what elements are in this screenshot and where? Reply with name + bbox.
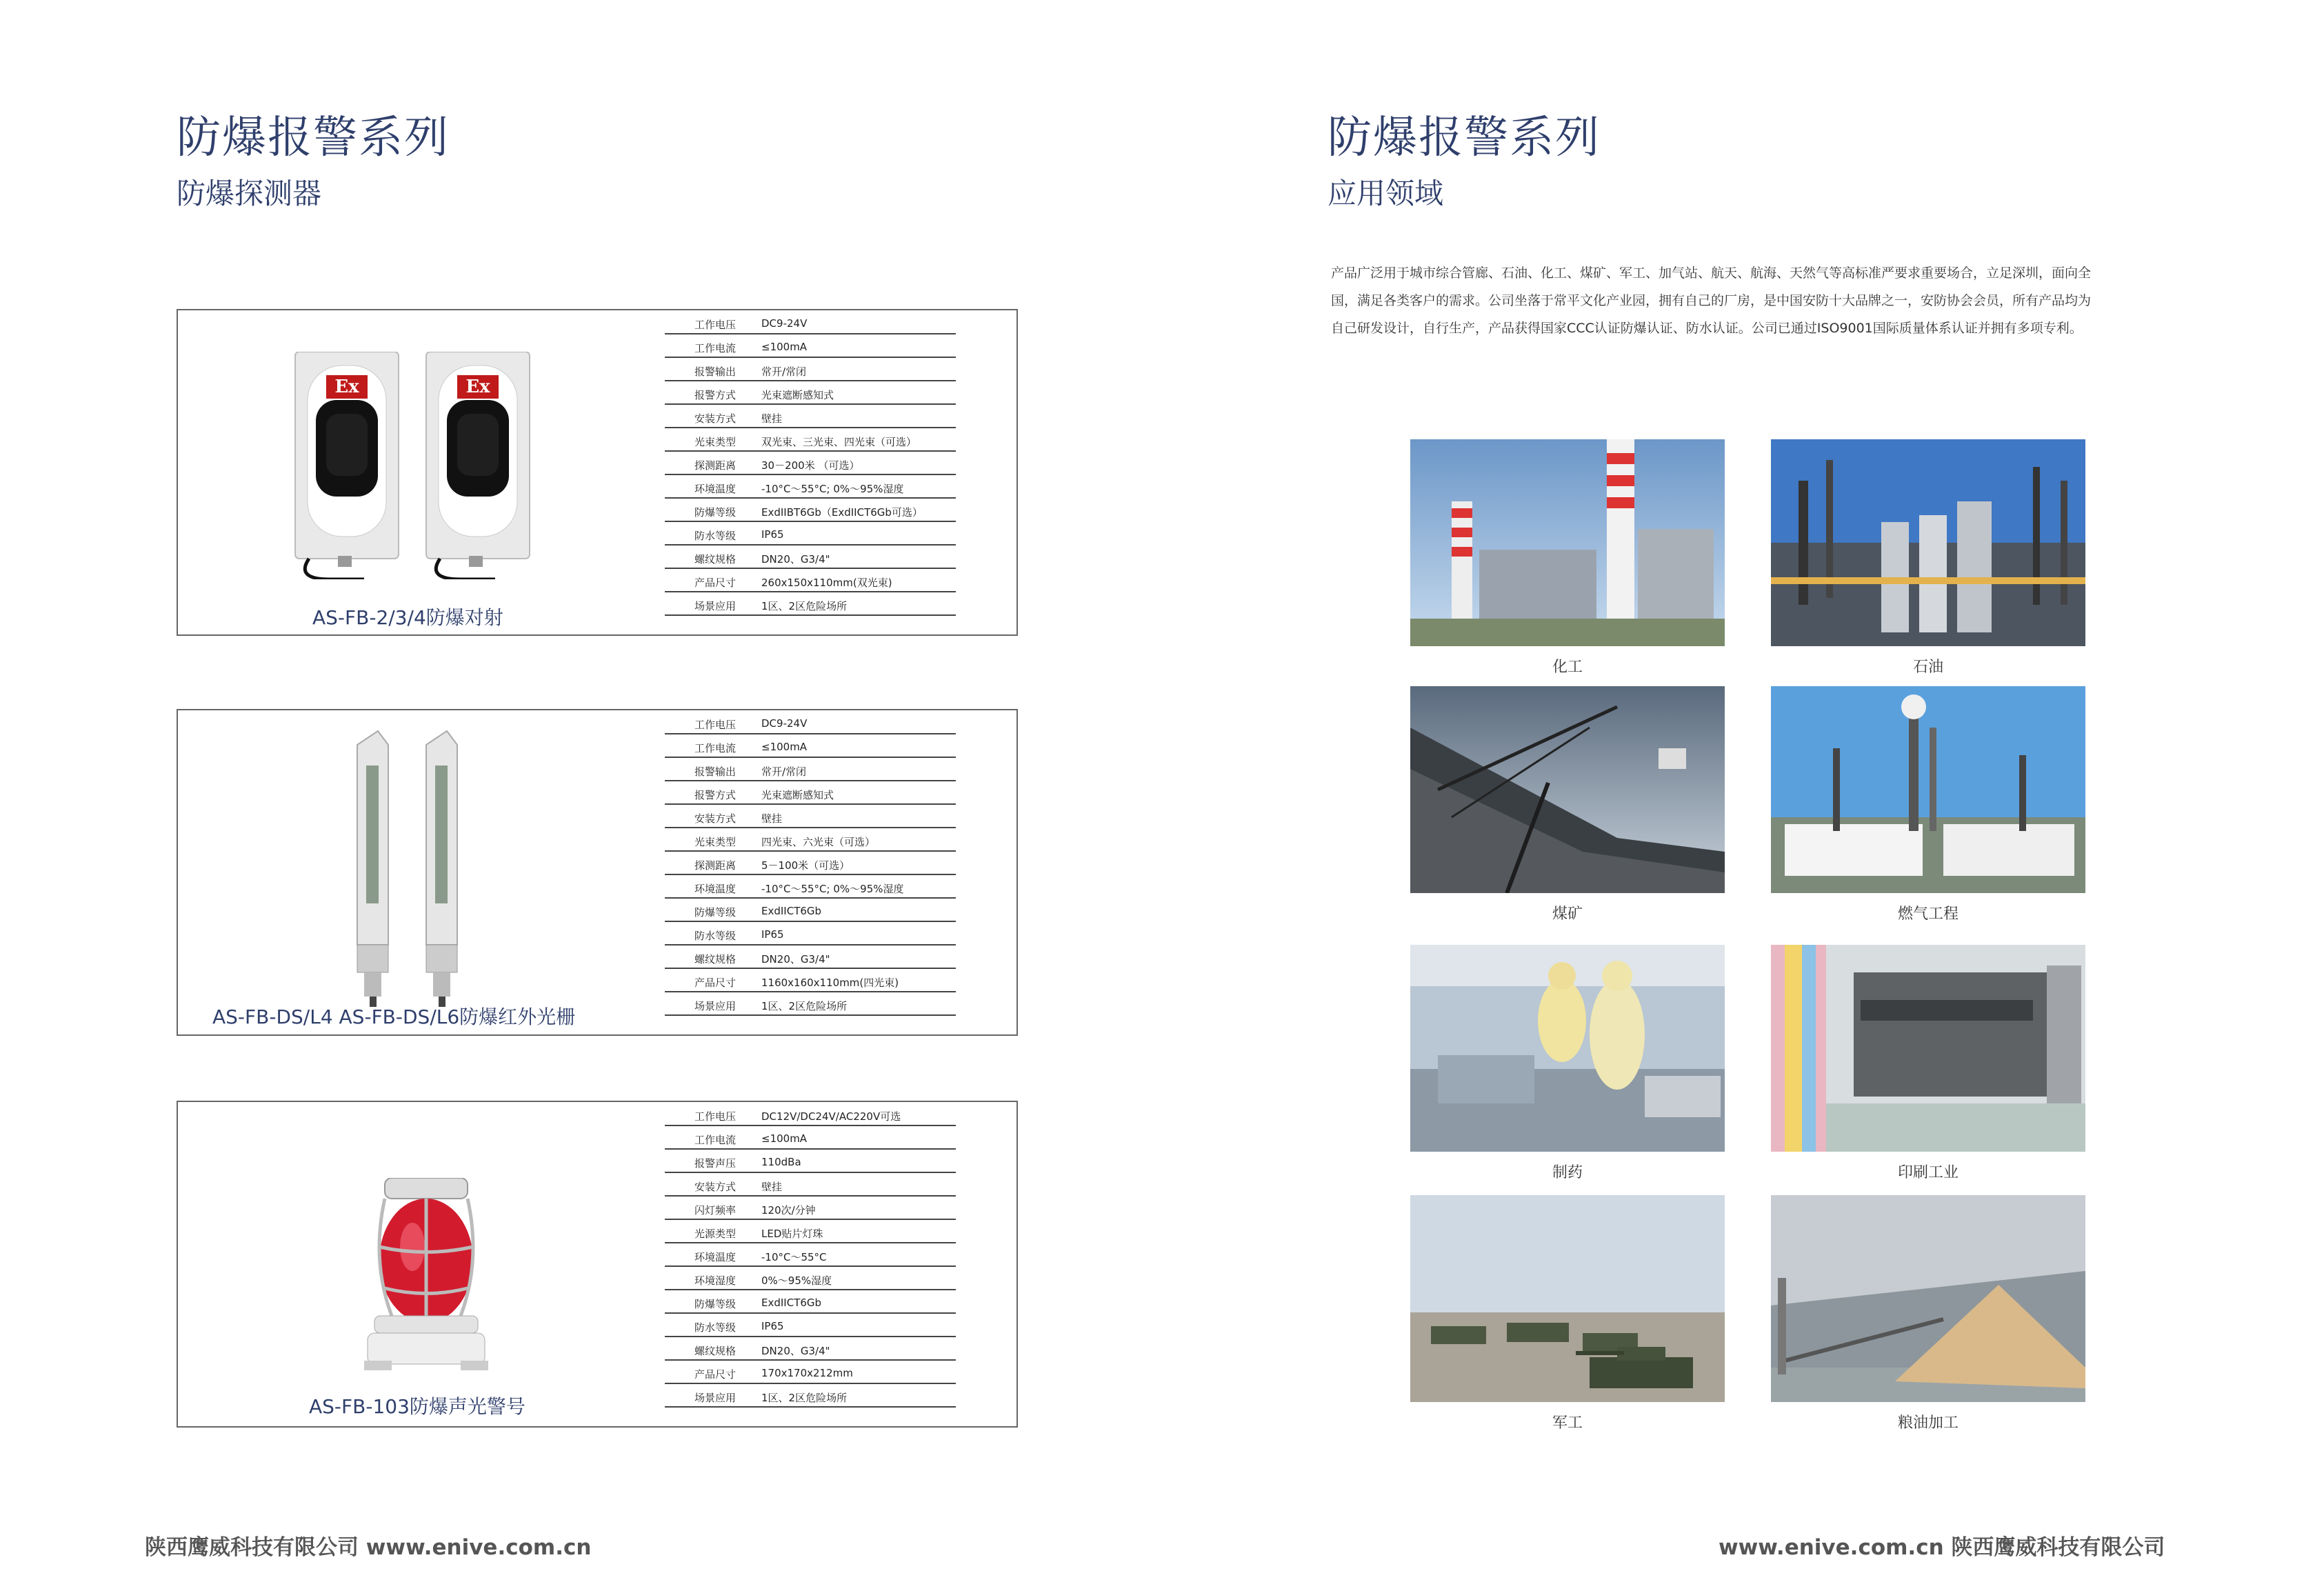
spec-value: 双光束、三光束、四光束（可选） [761, 436, 917, 448]
spec-row [665, 428, 956, 452]
spec-value: 壁挂 [761, 812, 783, 825]
spec-key: 工作电压 [694, 719, 737, 731]
spec-value: 30－200米 （可选） [761, 459, 860, 472]
product-card-siren [177, 1101, 1018, 1428]
spec-key: 螺纹规格 [694, 553, 737, 566]
spec-key: 报警方式 [694, 389, 737, 401]
spec-value: 常开/常闭 [761, 366, 807, 378]
label-printing-industry: 印刷工业 [1897, 1164, 1959, 1181]
spec-value: 120次/分钟 [761, 1204, 816, 1217]
spec-key: 防水等级 [694, 530, 737, 542]
spec-key: 报警方式 [694, 789, 737, 801]
spec-key: 螺纹规格 [694, 953, 737, 965]
spec-value: DN20、G3/4" [761, 1345, 830, 1357]
spec-row [665, 1196, 956, 1220]
spec-row [665, 851, 956, 875]
spec-key: 工作电压 [694, 1110, 737, 1123]
ex-badge-2: Ex [465, 377, 490, 397]
spec-row [665, 1149, 956, 1173]
spec-key: 防爆等级 [694, 1298, 737, 1310]
spec-value: DC9-24V [761, 317, 808, 330]
spec-key: 安装方式 [694, 812, 737, 825]
spec-key: 安装方式 [694, 412, 737, 425]
spec-row [665, 592, 956, 616]
spec-value: 1160x160x110mm(四光束) [761, 977, 899, 989]
spec-value: DN20、G3/4" [761, 953, 830, 965]
spec-row [665, 1290, 956, 1314]
spec-key: 工作电流 [694, 742, 737, 754]
spec-row [665, 357, 956, 381]
product-caption: AS-FB-103防爆声光警号 [309, 1395, 525, 1418]
product-caption: AS-FB-2/3/4防爆对射 [312, 606, 503, 629]
photo-chemical [1410, 439, 1725, 646]
spec-value: 110dBa [761, 1156, 801, 1168]
spec-key: 环境温度 [694, 483, 737, 495]
left-footer: 陕西鹰威科技有限公司 www.enive.com.cn [145, 1535, 592, 1560]
spec-row [665, 945, 956, 969]
label-coal-mine: 煤矿 [1552, 905, 1583, 923]
spec-value: ExdIIBT6Gb（ExdIICT6Gb可选） [761, 506, 923, 519]
spec-row [665, 474, 956, 499]
product-card-beam-detector [177, 309, 1018, 636]
photo-military [1410, 1195, 1725, 1402]
spec-key: 防水等级 [694, 930, 737, 942]
spec-row [665, 898, 956, 922]
spec-row [665, 498, 956, 522]
left-page-subtitle: 防爆探测器 [177, 177, 322, 210]
spec-value: 1区、2区危险场所 [761, 600, 848, 612]
photo-printing-industry [1771, 945, 2085, 1152]
spec-value: 1区、2区危险场所 [761, 1000, 848, 1012]
spec-row [665, 781, 956, 805]
spec-value: IP65 [761, 528, 784, 541]
spec-value: 260x150x110mm(双光束) [761, 577, 892, 589]
intro-line-2: 国，满足各类客户的需求。公司坐落于常平文化产业园，拥有自己的厂房，是中国安防十大品牌之一，安防协会会员，所有产品均为 [1331, 293, 2092, 308]
spec-value: DC9-24V [761, 717, 808, 730]
photo-coal-mine [1410, 686, 1725, 893]
spec-key: 产品尺寸 [694, 1368, 737, 1381]
spec-value: DN20、G3/4" [761, 553, 830, 566]
spec-key: 螺纹规格 [694, 1345, 737, 1357]
spec-value: 常开/常闭 [761, 766, 807, 778]
photo-grain-oil-processing [1771, 1195, 2085, 1402]
spec-value: 四光束、六光束（可选） [761, 836, 876, 848]
spec-row [665, 381, 956, 405]
label-chemical: 化工 [1552, 659, 1583, 676]
spec-key: 光束类型 [694, 436, 737, 448]
siren-illustration [364, 1178, 488, 1378]
left-page-title: 防爆报警系列 [177, 112, 450, 163]
spec-row [665, 710, 956, 734]
spec-value: LED贴片灯珠 [761, 1228, 823, 1240]
product-card-infrared-grating [177, 709, 1018, 1036]
spec-row [665, 521, 956, 546]
label-grain-oil-processing: 粮油加工 [1897, 1414, 1959, 1432]
spec-key: 防水等级 [694, 1321, 737, 1334]
spec-key: 工作电压 [694, 319, 737, 331]
spec-key: 报警声压 [694, 1157, 737, 1170]
spec-row [665, 734, 956, 758]
spec-key: 光源类型 [694, 1228, 737, 1240]
spec-row [665, 1243, 956, 1267]
spec-key: 报警输出 [694, 766, 737, 778]
spec-value: 170x170x212mm [761, 1367, 853, 1379]
spec-value: 0%～95%湿度 [761, 1274, 832, 1287]
spec-key: 探测距离 [694, 859, 737, 872]
spec-value: ExdIICT6Gb [761, 1297, 822, 1309]
spec-key: 探测距离 [694, 459, 737, 472]
spec-value: ≤100mA [761, 1132, 808, 1145]
spec-key: 安装方式 [694, 1181, 737, 1193]
spec-key: 工作电流 [694, 342, 737, 354]
spec-row [665, 568, 956, 592]
spec-value: 光束遮断感知式 [761, 389, 834, 401]
spec-key: 场景应用 [694, 600, 737, 612]
label-military: 军工 [1552, 1414, 1583, 1432]
spec-row [665, 1125, 956, 1150]
spec-row [665, 1313, 956, 1337]
spec-value: ExdIICT6Gb [761, 905, 822, 917]
spec-key: 防爆等级 [694, 906, 737, 919]
intro-paragraph [1331, 259, 2324, 342]
spec-value: 壁挂 [761, 412, 783, 425]
intro-line-3: 自己研发设计，自行生产，产品获得国家CCC认证防爆认证、防水认证。公司已通过ISO9001国际质量体系认证并拥有多项专利。 [1331, 321, 2083, 336]
right-page-subtitle: 应用领域 [1328, 177, 1444, 210]
spec-key: 环境湿度 [694, 1274, 737, 1287]
spec-key: 防爆等级 [694, 506, 737, 519]
spec-row [665, 451, 956, 475]
spec-key: 闪灯频率 [694, 1204, 737, 1217]
spec-value: -10°C～55°C; 0%～95%湿度 [761, 483, 904, 495]
spec-row [665, 1219, 956, 1243]
spec-row [665, 1102, 956, 1126]
photo-petroleum [1771, 439, 2085, 646]
spec-row [665, 1383, 956, 1408]
spec-key: 报警输出 [694, 366, 737, 378]
photo-gas-engineering [1771, 686, 2085, 893]
right-footer: www.enive.com.cn 陕西鹰威科技有限公司 [1719, 1535, 2165, 1560]
spec-value: DC12V/DC24V/AC220V可选 [761, 1110, 901, 1123]
spec-row [665, 1337, 956, 1361]
spec-row [665, 757, 956, 781]
spec-row [665, 1172, 956, 1197]
label-gas-engineering: 燃气工程 [1897, 905, 1959, 923]
infrared-grating-illustration [343, 724, 481, 1014]
spec-value: IP65 [761, 1320, 784, 1332]
spec-key: 场景应用 [694, 1392, 737, 1404]
spec-value: 5－100米（可选） [761, 859, 850, 872]
spec-row [665, 968, 956, 992]
spec-value: IP65 [761, 928, 784, 941]
spec-key: 场景应用 [694, 1000, 737, 1012]
spec-row [665, 1266, 956, 1290]
intro-line-1: 产品广泛用于城市综合管廊、石油、化工、煤矿、军工、加气站、航天、航海、天然气等高标准严要求重要场合，立足深圳，面向全 [1331, 266, 2092, 281]
spec-row [665, 874, 956, 899]
spec-row [665, 921, 956, 945]
spec-row [665, 334, 956, 358]
spec-value: ≤100mA [761, 341, 808, 353]
spec-value: -10°C～55°C; 0%～95%湿度 [761, 883, 904, 895]
product-caption: AS-FB-DS/L4 AS-FB-DS/L6防爆红外光栅 [212, 1005, 576, 1028]
spec-row [665, 828, 956, 852]
spec-value: ≤100mA [761, 741, 808, 753]
spec-key: 环境温度 [694, 883, 737, 895]
spec-row [665, 545, 956, 569]
spec-row [665, 804, 956, 828]
spec-row [665, 404, 956, 428]
spec-value: 1区、2区危险场所 [761, 1392, 848, 1404]
ex-badge-1: Ex [334, 377, 359, 397]
spec-row [665, 310, 956, 334]
label-petroleum: 石油 [1912, 659, 1943, 676]
spec-value: -10°C～55°C [761, 1251, 827, 1263]
right-page-title: 防爆报警系列 [1328, 112, 1601, 163]
spec-value: 壁挂 [761, 1181, 783, 1193]
spec-key: 工作电流 [694, 1134, 737, 1146]
label-pharmaceutical: 制药 [1552, 1164, 1583, 1181]
spec-row [665, 1360, 956, 1384]
beam-detector-illustration [288, 352, 550, 579]
photo-pharmaceutical [1410, 945, 1725, 1152]
spec-value: 光束遮断感知式 [761, 789, 834, 801]
spec-row [665, 992, 956, 1016]
spec-key: 光束类型 [694, 836, 737, 848]
spec-key: 环境温度 [694, 1251, 737, 1263]
spec-key: 产品尺寸 [694, 577, 737, 589]
spec-key: 产品尺寸 [694, 977, 737, 989]
